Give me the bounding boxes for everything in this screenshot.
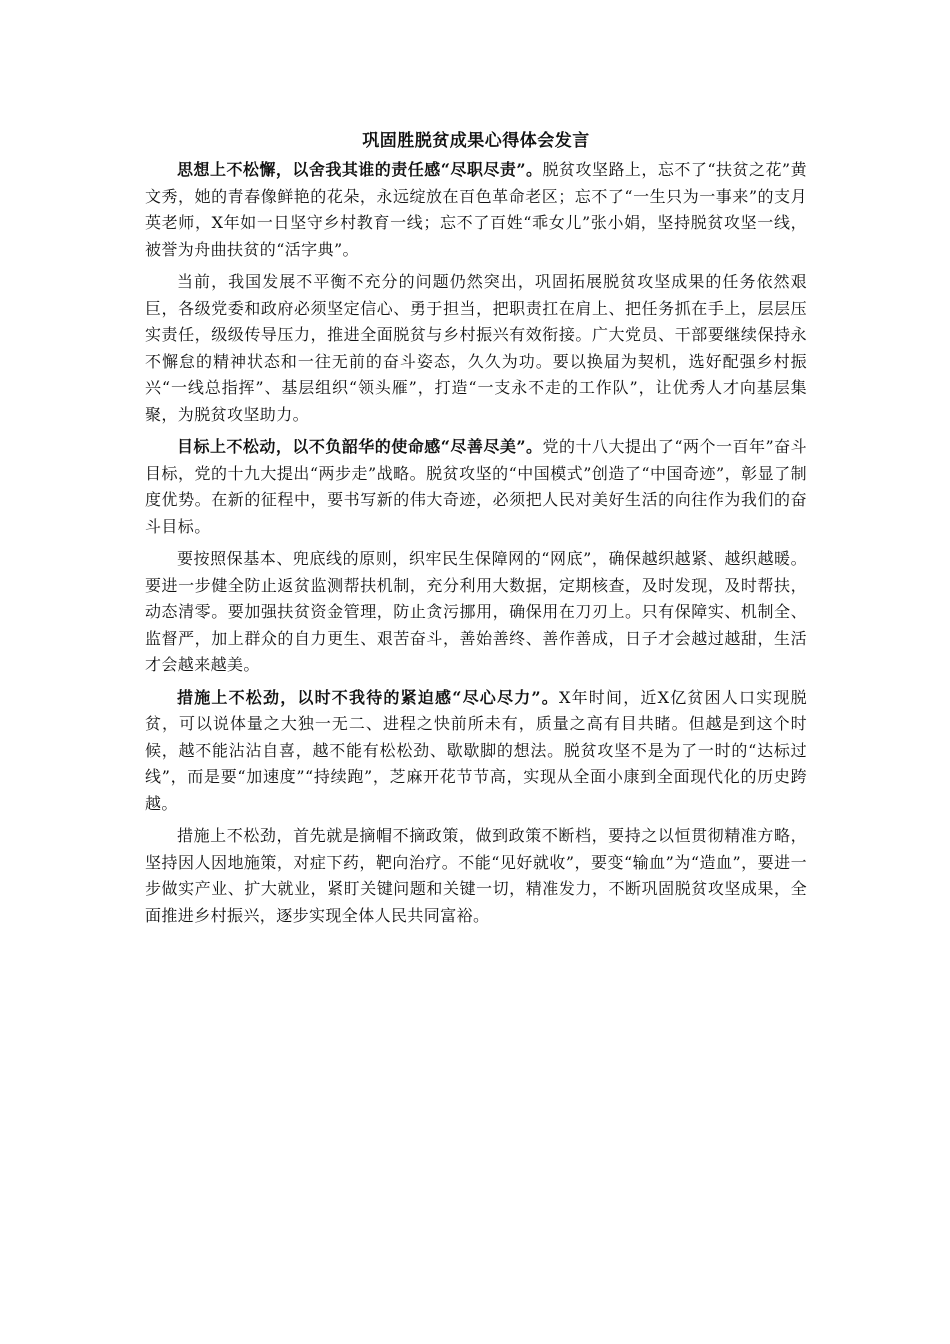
- paragraph-1-body: 脱贫攻坚路上，忘不了“扶贫之花”黄文秀，她的青春像鲜艳的花朵，永远绽放在百色革命老区；忘不了“一生只为一事来”的支月英老师，X年如一日坚守乡村教育一线；忘不了百姓“乖女儿”张小娟，坚持脱贫攻坚一线，被誉为舟曲扶贫的“活字典”。: [145, 160, 807, 259]
- paragraph-3-body: 党的十八大提出了“两个一百年”奋斗目标，党的十九大提出“两步走”战略。脱贫攻坚的“中国模式”创造了“中国奇迹”，彰显了制度优势。在新的征程中，要书写新的伟大奇迹，必须把人民对美好生活的向往作为我们的奋斗目标。: [145, 437, 807, 536]
- paragraph-5: [145, 685, 807, 818]
- paragraph-5-lead: 措施上不松劲，以时不我待的紧迫感“尽心尽力”。: [177, 687, 560, 707]
- paragraph-2: [145, 269, 807, 428]
- paragraph-4: [145, 546, 807, 679]
- paragraph-2-body: 当前，我国发展不平衡不充分的问题仍然突出，巩固拓展脱贫攻坚成果的任务依然艰巨，各级党委和政府必须坚定信心、勇于担当，把职责扛在肩上、把任务抓在手上，层层压实责任，级级传导压力，推进全面脱贫与乡村振兴有效衔接。广大党员、干部要继续保持永不懈怠的精神状态和一往无前的奋斗姿态，久久为功。要以换届为契机，选好配强乡村振兴“一线总指挥”、基层组织“领头雁”，打造“一支永不走的工作队”，让优秀人才向基层集聚，为脱贫攻坚助力。: [145, 272, 807, 424]
- paragraph-5-body: X年时间，近X亿贫困人口实现脱贫，可以说体量之大独一无二、进程之快前所未有，质量之高有目共睹。但越是到这个时候，越不能沾沾自喜，越不能有松松劲、歇歇脚的想法。脱贫攻坚不是为了一时的“达标过线”，而是要“加速度”“持续跑”，芝麻开花节节高，实现从全面小康到全面现代化的历史跨越。: [145, 687, 807, 813]
- paragraph-3-lead: 目标上不松动，以不负韶华的使命感“尽善尽美”。: [177, 437, 543, 456]
- paragraph-6: [145, 823, 807, 929]
- paragraph-4-body: 要按照保基本、兜底线的原则，织牢民生保障网的“网底”，确保越织越紧、越织越暖。要进一步健全防止返贫监测帮扶机制，充分利用大数据，定期核查，及时发现，及时帮扶，动态清零。要加强扶贫资金管理，防止贪污挪用，确保用在刀刃上。只有保障实、机制全、监督严，加上群众的自力更生、艰苦奋斗，善始善终、善作善成，日子才会越过越甜，生活才会越来越美。: [145, 549, 807, 674]
- paragraph-3: [145, 434, 807, 540]
- paragraph-1: [145, 157, 807, 263]
- document-page: [145, 128, 807, 935]
- document-title: 巩固胜脱贫成果心得体会发言: [362, 131, 590, 151]
- paragraph-6-body: 措施上不松劲，首先就是摘帽不摘政策，做到政策不断档，要持之以恒贯彻精准方略，坚持因人因地施策，对症下药，靶向治疗。不能“见好就收”，要变“输血”为“造血”，要进一步做实产业、扩大就业，紧盯关键问题和关键一切，精准发力，不断巩固脱贫攻坚成果，全面推进乡村振兴，逐步实现全体人民共同富裕。: [145, 826, 807, 925]
- paragraph-1-lead: 思想上不松懈，以舍我其谁的责任感“尽职尽责”。: [177, 160, 543, 179]
